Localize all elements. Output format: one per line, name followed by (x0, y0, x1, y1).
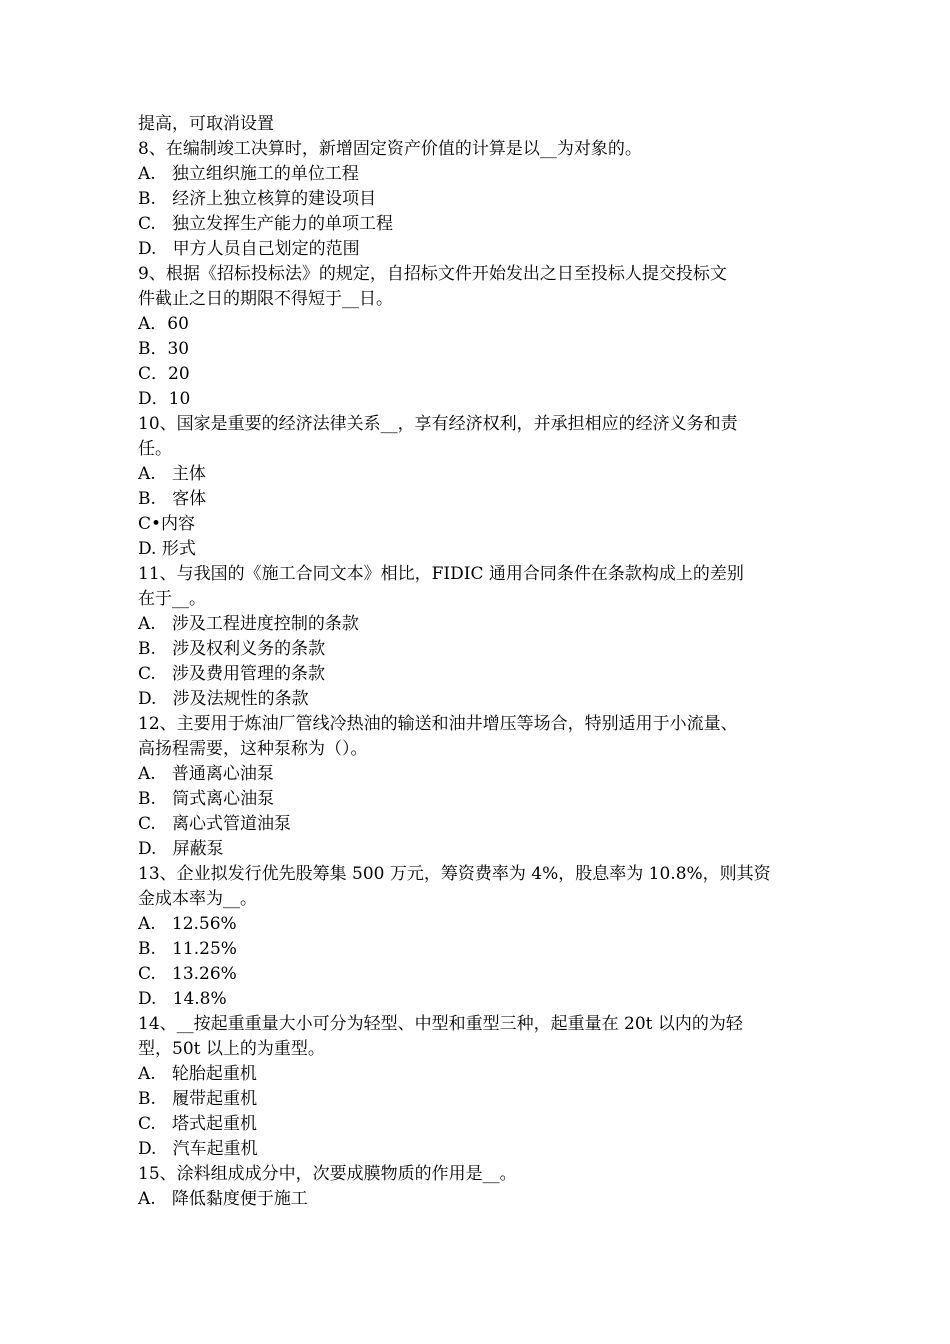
question-12-option-d: D. 屏蔽泵 (138, 839, 224, 859)
question-15-stem: 15、涂料组成成分中，次要成膜物质的作用是__。 (138, 1164, 517, 1184)
question-11-option-b: B. 涉及权利义务的条款 (138, 639, 326, 659)
question-10-stem-cont: 任。 (138, 439, 172, 459)
question-8-option-d: D. 甲方人员自己划定的范围 (138, 239, 360, 259)
question-14-option-d: D. 汽车起重机 (138, 1139, 258, 1159)
question-14-option-a: A. 轮胎起重机 (138, 1064, 257, 1084)
text-line: 提高，可取消设置 (138, 114, 274, 134)
question-14-option-c: C. 塔式起重机 (138, 1114, 258, 1134)
question-12-option-b: B. 筒式离心油泵 (138, 789, 275, 809)
question-9-option-b: B．30 (138, 339, 190, 359)
question-11-option-a: A. 涉及工程进度控制的条款 (138, 614, 359, 634)
question-11-stem: 11、与我国的《施工合同文本》相比，FIDIC 通用合同条件在条款构成上的差别 (138, 564, 744, 584)
question-12-option-c: C. 离心式管道油泵 (138, 814, 292, 834)
question-12-stem-cont: 高扬程需要，这种泵称为（）。 (138, 739, 368, 759)
question-13-stem-cont: 金成本率为__。 (138, 889, 257, 909)
question-10-option-a: A. 主体 (138, 464, 206, 484)
question-10-option-d: D. 形式 (138, 539, 196, 559)
question-15-option-a: A. 降低黏度便于施工 (138, 1189, 308, 1209)
question-10-stem: 10、国家是重要的经济法律关系__，享有经济权利，并承担相应的经济义务和责 (138, 414, 738, 434)
document-page (138, 112, 810, 1212)
question-12-option-a: A. 普通离心油泵 (138, 764, 274, 784)
question-9-option-a: A．60 (138, 314, 189, 334)
question-8-option-c: C. 独立发挥生产能力的单项工程 (138, 214, 394, 234)
question-12-stem: 12、主要用于炼油厂管线冷热油的输送和油井增压等场合，特别适用于小流量、 (138, 714, 738, 734)
question-13-stem: 13、企业拟发行优先股筹集 500 万元，筹资费率为 4%，股息率为 10.8%，则其资 (138, 864, 771, 884)
question-11-option-d: D. 涉及法规性的条款 (138, 689, 309, 709)
question-13-option-a: A. 12.56% (138, 914, 237, 934)
question-11-option-c: C. 涉及费用管理的条款 (138, 664, 326, 684)
question-13-option-d: D. 14.8% (138, 989, 227, 1009)
question-10-option-c: C•内容 (138, 514, 196, 534)
question-9-option-c: C．20 (138, 364, 190, 384)
question-8-option-a: A. 独立组织施工的单位工程 (138, 164, 359, 184)
question-14-stem-cont: 型，50t 以上的为重型。 (138, 1039, 325, 1059)
question-9-option-d: D．10 (138, 389, 191, 409)
question-8-option-b: B. 经济上独立核算的建设项目 (138, 189, 377, 209)
question-9-stem-cont: 件截止之日的期限不得短于__日。 (138, 289, 393, 309)
question-11-stem-cont: 在于__。 (138, 589, 206, 609)
question-14-stem: 14、__按起重重量大小可分为轻型、中型和重型三种，起重量在 20t 以内的为轻 (138, 1014, 743, 1034)
question-14-option-b: B. 履带起重机 (138, 1089, 258, 1109)
question-9-stem: 9、根据《招标投标法》的规定，自招标文件开始发出之日至投标人提交投标文 (138, 264, 727, 284)
question-10-option-b: B. 客体 (138, 489, 207, 509)
question-13-option-b: B. 11.25% (138, 939, 237, 959)
question-8-stem: 8、在编制竣工决算时，新增固定资产价值的计算是以__为对象的。 (138, 139, 642, 159)
question-13-option-c: C. 13.26% (138, 964, 237, 984)
